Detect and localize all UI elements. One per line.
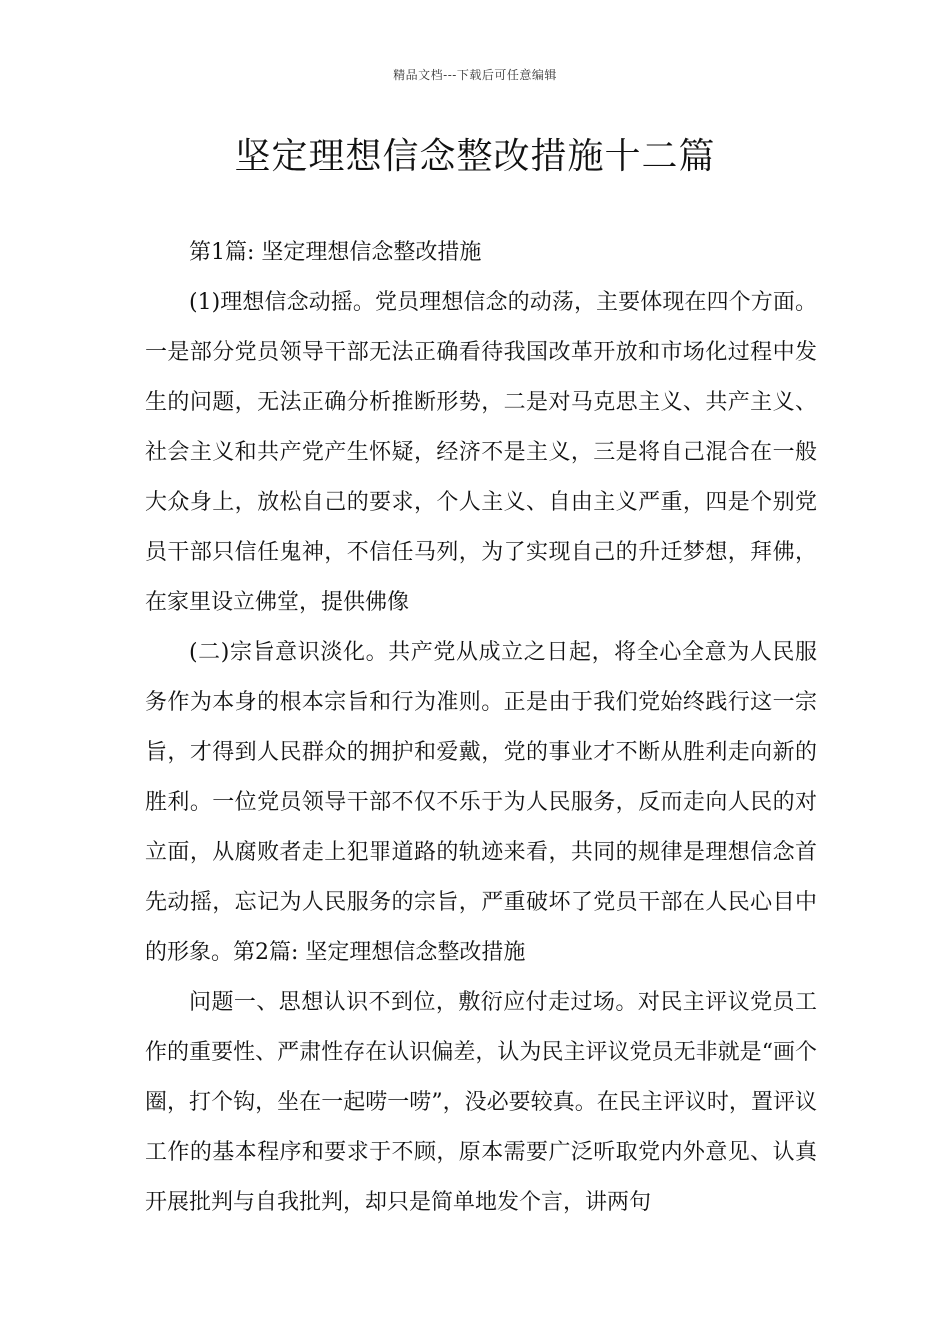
paragraph-problem-one: 问题一、思想认识不到位，敷衍应付走过场。对民主评议党员工作的重要性、严肃性存在认识偏差，认为民主评议党员无非就是“画个圈，打个钩，坐在一起唠一唠”，没必要较真。在民主评议时，置评议工作的基本程序和要求于不顾，原本需要广泛听取党内外意见、认真开展批判与自我批判，却只是简单地发个言，讲两句 bbox=[145, 990, 817, 1215]
header-note: 精品文档---下载后可任意编辑 bbox=[393, 68, 557, 82]
paragraph-ideals-wavering: (1)理想信念动摇。党员理想信念的动荡，主要体现在四个方面。一是部分党员领导干部无法正确看待我国改革开放和市场化过程中发生的问题，无法正确分析推断形势，二是对马克思主义、共产主义、社会主义和共产党产生怀疑，经济不是主义，三是将自己混合在一般大众身上，放松自己的要求，个人主义、自由主义严重，四是个别党员干部只信任鬼神，不信任马列，为了实现自己的升迁梦想，拜佛，在家里设立佛堂，提供佛像 bbox=[145, 290, 817, 615]
document-title: 坚定理想信念整改措施十二篇 bbox=[234, 136, 716, 177]
paragraph-purpose-weakening: (二)宗旨意识淡化。共产党从成立之日起，将全心全意为人民服务作为本身的根本宗旨和行为准则。正是由于我们党始终践行这一宗旨，才得到人民群众的拥护和爱戴，党的事业才不断从胜利走向新的胜利。一位党员领导干部不仅不乐于为人民服务，反而走向人民的对立面，从腐败者走上犯罪道路的轨迹来看，共同的规律是理想信念首先动摇，忘记为人民服务的宗旨，严重破坏了党员干部在人民心目中的形象。第2篇: 坚定理想信念整改措施 bbox=[145, 640, 817, 965]
document-body bbox=[145, 228, 817, 1228]
section-heading-1: 第1篇: 坚定理想信念整改措施 bbox=[189, 240, 482, 265]
